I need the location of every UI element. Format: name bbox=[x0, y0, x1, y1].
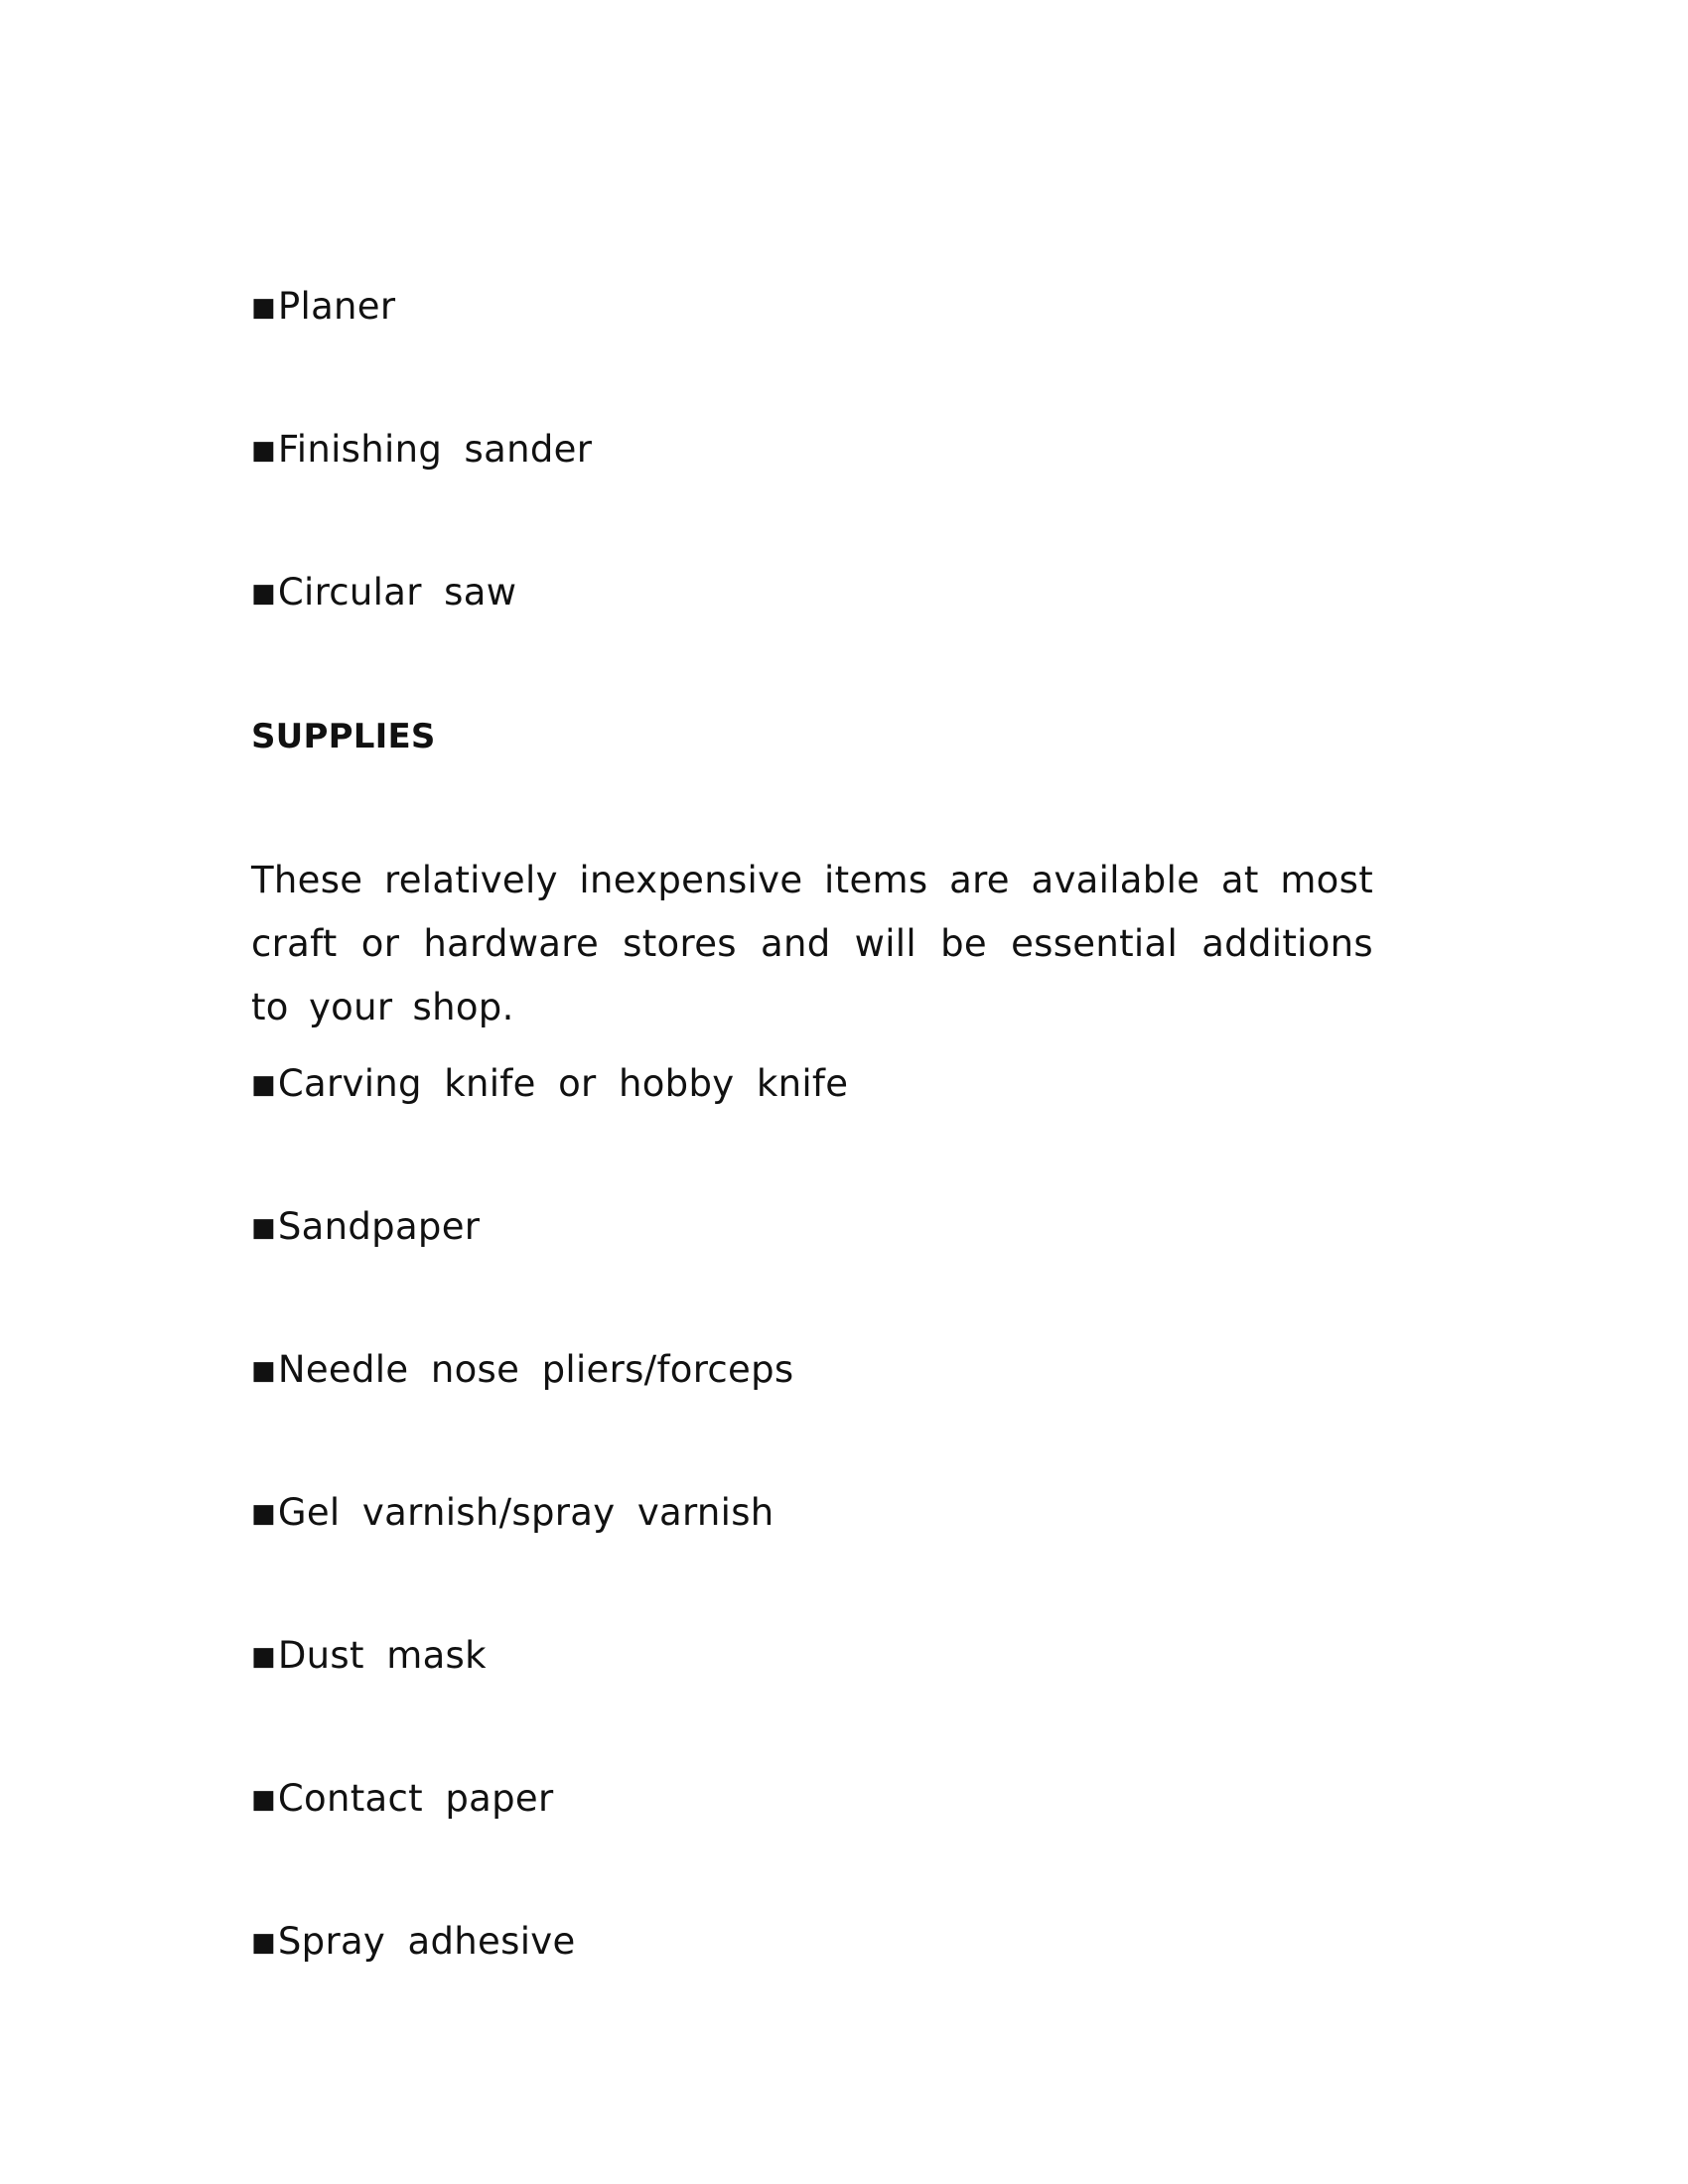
bullet-square-icon: ■ bbox=[251, 1070, 276, 1100]
bullet-square-icon: ■ bbox=[251, 1928, 276, 1958]
list-item-text: Carving knife or hobby knife bbox=[277, 1062, 849, 1105]
bullet-square-icon: ■ bbox=[251, 293, 276, 323]
list-item-text: Gel varnish/spray varnish bbox=[277, 1491, 774, 1534]
list-item bbox=[251, 1205, 480, 1250]
bullet-square-icon: ■ bbox=[251, 1213, 276, 1243]
list-item-text: Needle nose pliers/forceps bbox=[277, 1348, 794, 1391]
bullet-square-icon: ■ bbox=[251, 579, 276, 609]
list-item bbox=[251, 1634, 487, 1679]
list-item bbox=[251, 1062, 848, 1107]
list-item bbox=[251, 428, 592, 473]
list-item-text: Planer bbox=[277, 285, 396, 328]
list-item bbox=[251, 1348, 793, 1393]
document-page bbox=[251, 0, 1373, 2184]
bullet-square-icon: ■ bbox=[251, 436, 276, 466]
list-item bbox=[251, 285, 395, 330]
list-item bbox=[251, 1777, 553, 1822]
section-heading: SUPPLIES bbox=[251, 717, 436, 756]
list-item-text: Dust mask bbox=[277, 1634, 487, 1677]
bullet-square-icon: ■ bbox=[251, 1499, 276, 1529]
list-item bbox=[251, 1920, 576, 1965]
bullet-square-icon: ■ bbox=[251, 1642, 276, 1672]
list-item-text: Spray adhesive bbox=[277, 1920, 576, 1963]
intro-paragraph: These relatively inexpensive items are available at most craft or hardware stores and will be essential additions to your shop. bbox=[251, 859, 1373, 1028]
list-item-text: Circular saw bbox=[277, 571, 517, 614]
bullet-square-icon: ■ bbox=[251, 1785, 276, 1815]
bullet-square-icon: ■ bbox=[251, 1356, 276, 1386]
list-item-text: Finishing sander bbox=[277, 428, 593, 471]
list-item bbox=[251, 571, 516, 615]
list-item-text: Sandpaper bbox=[277, 1205, 481, 1248]
list-item bbox=[251, 1491, 774, 1536]
list-item-text: Contact paper bbox=[277, 1777, 554, 1820]
